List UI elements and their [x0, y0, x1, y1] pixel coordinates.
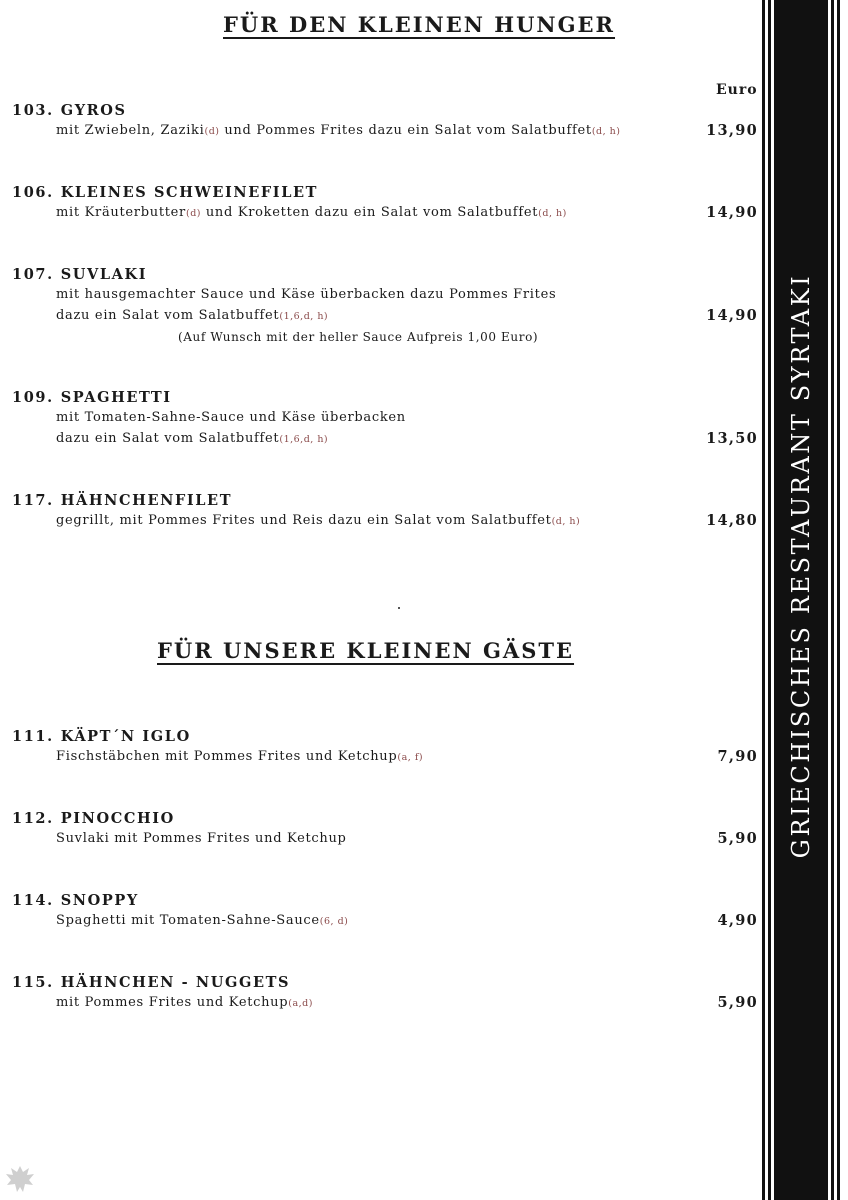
menu-item-kaeptn-iglo [12, 727, 764, 769]
item-note: (Auf Wunsch mit der heller Sauce Aufpreis 1,00 Euro) [178, 330, 539, 344]
allergen-codes: (1,6,d, h) [279, 433, 329, 445]
item-price: 5,90 [717, 830, 758, 847]
item-description: gegrillt, mit Pommes Frites und Reis dazu ein Salat vom Salatbuffet(d, h) [56, 513, 581, 528]
item-price: 13,90 [706, 122, 758, 139]
item-price: 7,90 [717, 748, 758, 765]
allergen-codes: (d) [185, 208, 201, 219]
item-description: mit Kräuterbutter(d) und Kroketten dazu ein Salat vom Salatbuffet(d, h) [56, 205, 567, 220]
menu-item-gyros [12, 101, 764, 143]
menu-item-haehnchen-nuggets [12, 973, 764, 1015]
item-number: 109. [12, 389, 54, 406]
allergen-codes: (a, f) [397, 752, 424, 763]
sidebar-stripe [762, 0, 765, 1200]
eagle-emblem-icon [4, 1163, 36, 1197]
item-name: HÄHNCHEN - NUGGETS [60, 974, 291, 991]
item-name: KLEINES SCHWEINEFILET [60, 184, 319, 201]
item-name: HÄHNCHENFILET [60, 492, 233, 509]
heading-snacks: FÜR DEN KLEINEN HUNGER [223, 12, 616, 37]
restaurant-name: GRIECHISCHES RESTAURANT SYRTAKI [787, 273, 815, 859]
menu-item-spaghetti [12, 388, 764, 450]
allergen-codes: (1,6,d, h) [279, 310, 329, 322]
allergen-codes: (a,d) [288, 998, 313, 1009]
item-name: KÄPT´N IGLO [60, 728, 191, 745]
heading-kids: FÜR UNSERE KLEINEN GÄSTE [157, 638, 575, 663]
item-price: 14,90 [706, 204, 758, 221]
item-price: 14,90 [706, 307, 758, 324]
allergen-codes: (d, h) [538, 208, 567, 219]
item-number: 106. [12, 184, 54, 201]
item-name: SNOPPY [60, 892, 139, 909]
menu-item-snoppy [12, 891, 764, 933]
item-name: PINOCCHIO [60, 810, 175, 827]
item-number: 103. [12, 102, 54, 119]
allergen-codes: (d, h) [551, 516, 581, 527]
item-name: SPAGHETTI [60, 389, 172, 406]
item-description: dazu ein Salat vom Salatbuffet(1,6,d, h) [56, 307, 329, 323]
menu-item-suvlaki [12, 265, 764, 347]
item-number: 107. [12, 266, 54, 283]
item-name: GYROS [60, 102, 127, 119]
sidebar-stripe [831, 0, 834, 1200]
item-description: Suvlaki mit Pommes Frites und Ketchup [56, 831, 347, 846]
separator-dot [398, 607, 400, 609]
sidebar-stripe [768, 0, 771, 1200]
menu-item-kleines-schweinefilet [12, 183, 764, 225]
allergen-codes: (d, h) [591, 126, 621, 137]
item-number: 111. [12, 728, 54, 745]
item-price: 5,90 [717, 994, 758, 1011]
item-description: Spaghetti mit Tomaten-Sahne-Sauce(6, d) [56, 913, 349, 928]
item-price: 13,50 [706, 430, 758, 447]
menu-item-haehnchenfilet [12, 491, 764, 533]
item-description: mit Zwiebeln, Zaziki(d) und Pommes Frites dazu ein Salat vom Salatbuffet(d, h) [56, 123, 621, 138]
allergen-codes: (d) [204, 126, 220, 137]
allergen-codes: (6, d) [319, 916, 349, 927]
currency-label: Euro [716, 82, 758, 98]
item-description: mit Tomaten-Sahne-Sauce und Käse überbacken [56, 410, 406, 425]
item-description: Fischstäbchen mit Pommes Frites und Ketchup(a, f) [56, 749, 424, 764]
item-description: mit hausgemachter Sauce und Käse überbacken dazu Pommes Frites [56, 287, 557, 302]
item-price: 14,80 [706, 512, 758, 529]
item-number: 112. [12, 810, 54, 827]
item-description: mit Pommes Frites und Ketchup(a,d) [56, 995, 313, 1010]
item-number: 117. [12, 492, 54, 509]
item-description: dazu ein Salat vom Salatbuffet(1,6,d, h) [56, 430, 329, 446]
item-number: 114. [12, 892, 54, 909]
item-name: SUVLAKI [60, 266, 148, 283]
item-number: 115. [12, 974, 54, 991]
menu-item-pinocchio [12, 809, 764, 850]
sidebar-stripe [837, 0, 840, 1200]
item-price: 4,90 [717, 912, 758, 929]
